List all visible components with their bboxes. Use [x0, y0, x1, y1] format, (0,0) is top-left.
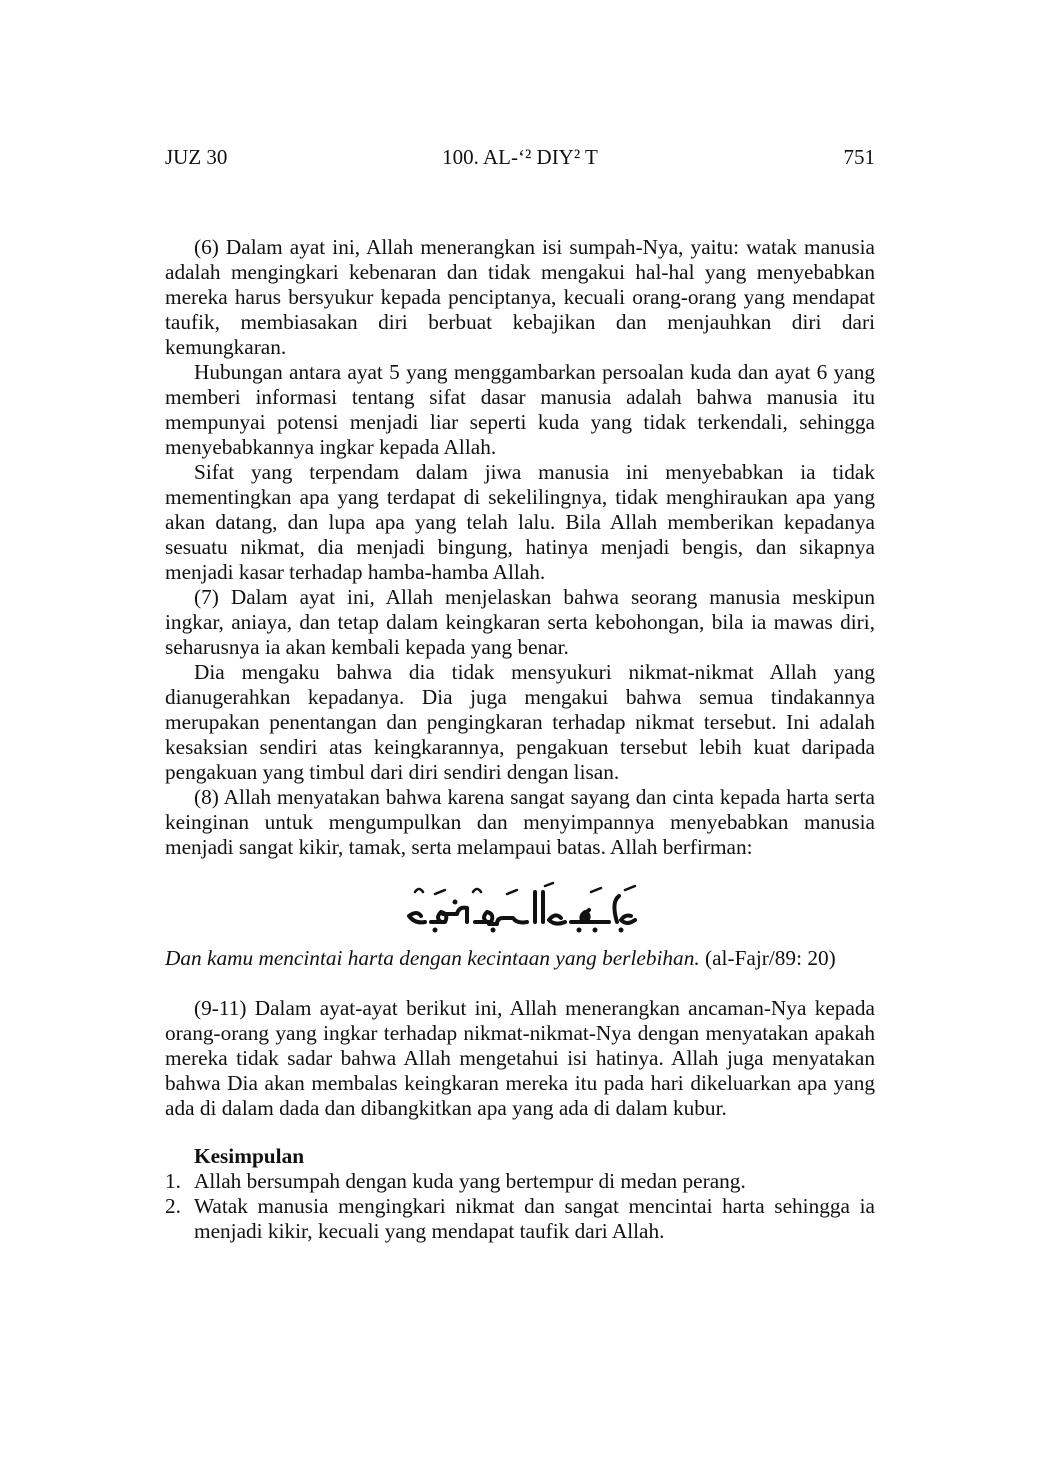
arabic-verse [165, 878, 875, 936]
paragraph-verse-7: (7) Dalam ayat ini, Allah menjelaskan bahwa seorang manusia meskipun ingkar, aniaya, dan tetap dalam keingkaran serta kebohongan, bila ia mawas diri, seharusnya ia akan kembali kepada yang benar. [165, 585, 875, 659]
conclusion-heading: Kesimpulan [194, 1144, 305, 1168]
page-number: 751 [843, 145, 875, 169]
page-header [165, 145, 875, 175]
list-item-text: Allah bersumpah dengan kuda yang bertempur di medan perang. [194, 1169, 746, 1193]
paragraph-verse-6: (6) Dalam ayat ini, Allah menerangkan isi sumpah-Nya, yaitu: watak manusia adalah mengingkari kebenaran dan tidak mengakui hal-hal yang menyebabkan mereka harus bersyukur kepada penciptanya, kecuali orang-orang yang mendapat taufik, membiasakan diri berbuat kebajikan dan menjauhkan diri dari kemungkaran. [165, 235, 875, 359]
conclusion-list [165, 1169, 875, 1244]
juz-label: JUZ 30 [165, 145, 228, 169]
paragraph-confession: Dia mengaku bahwa dia tidak mensyukuri nikmat-nikmat Allah yang dianugerahkan kepadanya. Dia juga mengakui bahwa semua tindakannya merupakan penentangan dan pengingkaran terhadap nikmat tersebut. Ini adalah kesaksian sendiri atas keingkarannya, pengakuan tersebut lebih kuat daripada pengakuan yang timbul dari diri sendiri dengan lisan. [165, 660, 875, 784]
verse-reference: (al-Fajr/89: 20) [699, 946, 836, 970]
arabic-calligraphy-image [395, 878, 645, 936]
spacer [165, 1121, 875, 1144]
surah-title: 100. AL-‘² DIY² T [442, 145, 598, 169]
list-item-number: 1. [165, 1169, 181, 1193]
verse-translation [165, 946, 875, 971]
list-item [165, 1194, 875, 1244]
list-item-number: 2. [165, 1194, 181, 1218]
spacer [165, 971, 875, 996]
paragraph-nature: Sifat yang terpendam dalam jiwa manusia ini menyebabkan ia tidak mementingkan apa yang terdapat di sekelilingnya, tidak menghiraukan apa yang akan datang, dan lupa apa yang telah lalu. Bila Allah memberikan kepadanya sesuatu nikmat, dia menjadi bingung, hatinya menjadi bengis, dan sikapnya menjadi kasar terhadap hamba-hamba Allah. [165, 460, 875, 584]
list-item [165, 1169, 875, 1194]
paragraph-verse-8: (8) Allah menyatakan bahwa karena sangat sayang dan cinta kepada harta serta keinginan untuk mengumpulkan dan menyimpannya menyebabkan manusia menjadi sangat kikir, tamak, serta melampaui batas. Allah berfirman: [165, 785, 875, 859]
main-content [165, 235, 875, 1244]
paragraph-relation: Hubungan antara ayat 5 yang menggambarkan persoalan kuda dan ayat 6 yang memberi informasi tentang sifat dasar manusia adalah bahwa manusia itu mempunyai potensi menjadi liar seperti kuda yang tidak terkendali, sehingga menyebabkannya ingkar kepada Allah. [165, 360, 875, 459]
list-item-text: Watak manusia mengingkari nikmat dan sangat mencintai harta sehingga ia menjadi kikir, kecuali yang mendapat taufik dari Allah. [194, 1194, 875, 1243]
translation-text: Dan kamu mencintai harta dengan kecintaan yang berlebihan. [165, 946, 700, 970]
paragraph-verses-9-11: (9-11) Dalam ayat-ayat berikut ini, Allah menerangkan ancaman-Nya kepada orang-orang yang ingkar terhadap nikmat-nikmat-Nya dengan menyatakan apakah mereka tidak sadar bahwa Allah mengetahui isi hatinya. Allah juga menyatakan bahwa Dia akan membalas keingkaran mereka itu pada hari dikeluarkan apa yang ada di dalam dada dan dibangkitkan apa yang ada di dalam kubur. [165, 996, 875, 1120]
